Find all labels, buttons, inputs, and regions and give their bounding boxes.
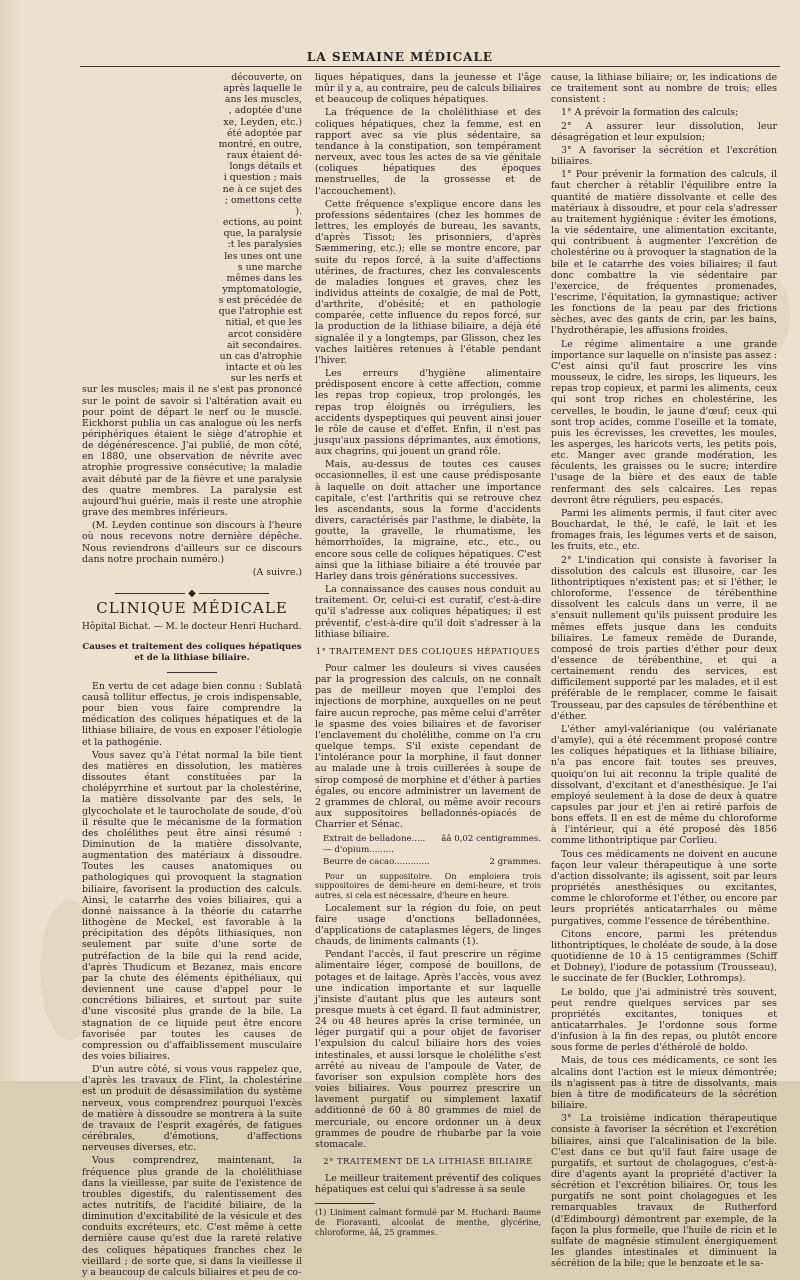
divider-line (199, 593, 269, 594)
footnote: (1) Liniment calmant formulé par M. Huchard: Baume de Fioravanti, alcoolat de menthe, glycérine, chloroforme, ââ, 25 grammes. (315, 1208, 541, 1237)
list-item: 2° A assurer leur dissolution, leur désagrégation et leur expulsion; (551, 120, 777, 143)
fragment-line: découverte, on (231, 72, 302, 83)
paragraph: liques hépatiques, dans la jeunesse et l'âge mûr il y a, au contraire, peu de calculs biliaires et beaucoup de coliques hépatiques. (315, 72, 541, 106)
running-head: LA SEMAINE MÉDICALE (306, 50, 494, 64)
formula-row (323, 857, 541, 868)
fragment-line: ans les muscles, (224, 94, 302, 106)
article-subtitle: Causes et traitement des coliques hépatiques et de la lithiase biliaire. (82, 641, 302, 663)
column-1 (82, 72, 302, 1280)
paragraph: (M. Leyden continue son discours à l'heure où nous recevons notre dernière dépêche. Nous reviendrons d'ailleurs sur ce discours dans notre prochain numéro.) (82, 520, 302, 565)
fragment-line: raux étaient dé- (226, 150, 302, 162)
paragraph: Le meilleur traitement préventif des coliques hépatiques est celui qui s'adresse à sa seule (315, 1173, 541, 1196)
paragraph: Localement sur la région du foie, on peut faire usage d'onctions belladonnées, d'applications de cataplasmes légers, de linges chauds, de liniments calmants (1). (315, 902, 541, 948)
paragraph: Le boldo, que j'ai administré très souvent, peut rendre quelques services par ses propriétés excitantes, toniques et anticatarrhales. Je l'ordonne sous forme d'infusion à la fin des repas, ou plutôt encore sous forme de perles d'éthérolé de boldo. (551, 986, 777, 1054)
section-title: CLINIQUE MÉDICALE (96, 599, 288, 618)
fragment-line: les unes ont une (224, 250, 302, 262)
a-suivre-note: (A suivre.) (252, 566, 302, 578)
column-2 (315, 72, 541, 1239)
fragment-line: sur les nerfs et (230, 373, 302, 385)
prescription-formula (323, 834, 541, 867)
fragment-line: été adoptée par (227, 127, 302, 139)
fragment-line: , adoptée d'une (228, 105, 302, 117)
paragraph: 2° L'indication qui consiste à favoriser la dissolution des calculs est illusoire, car les lithontriptiques n'existent pas; et si l'éther, le chloroforme, l'essence de térébenthine dissolvent les calculs dans un verre, il ne s'ensuit nullement qu'ils puissent produire les mêmes effets jusque dans les conduits biliaires. Le fameux remède de Durande, composé de trois parties d'éther pour deux d'essence de térébenthine, et qui a certainement rendu des services, est difficilement supporté par les malades, et il est préférable de le remplacer, comme le faisait Trousseau, par des capsules de térébenthine et d'éther. (551, 554, 777, 722)
fragment-line: après laquelle le (223, 83, 302, 95)
paragraph: sur les muscles; mais il ne s'est pas prononcé sur le point de savoir si l'altération avait eu pour point de départ le nerf ou le muscle. Eickhorst publia un cas analogue où les nerfs périphériques étaient le siège d'atrophie et de dégénérescence. J'ai publié, de mon côté, en 1880, une observation de névrite avec atrophie progressive consécutive; la maladie avait débuté par de la fièvre et une paralysie des quatre membres. La paralysie est aujourd'hui guérie, mais il reste une atrophie grave des membres inférieurs. (82, 384, 302, 519)
formula-ingredient: Extrait de belladone..... (323, 834, 426, 845)
paragraph: Pour calmer les douleurs si vives causées par la progression des calculs, on ne connaît pas de meilleur moyen que l'emploi des injections de morphine, auxquelles on ne peut faire aucun reproche, pas même celui d'arrêter le spasme des voies biliaires et de favoriser l'enclavement du cholélithe, comme on l'a cru quelque temps. S'il existe cependant de l'intolérance pour la morphine, il faut donner au malade une à trois cuillerées à soupe de sirop composé de morphine et d'éther à parties égales, ou encore administrer un lavement de 2 grammes de chloral, ou même avoir recours aux suppositoires belladonnés-opiacés de Charrier et Sénac. (315, 662, 541, 831)
section-divider (82, 588, 302, 599)
fragment-line: i question ; mais (223, 172, 302, 184)
fragment-line: ymptomatologie, (222, 283, 302, 295)
fragment-line: montré, en outre, (218, 138, 302, 150)
fragment-line: s est précédée de (218, 295, 302, 307)
list-item: 3° A favoriser la sécrétion et l'excrétion biliaires. (551, 144, 777, 168)
footnote-rule (315, 1203, 375, 1204)
fragment-line: ne à ce sujet des (222, 183, 302, 195)
formula-dose: 2 grammes. (489, 856, 541, 867)
header-rule (80, 66, 780, 67)
paragraph: 1° Pour prévenir la formation des calculs, il faut chercher à rétablir l'équilibre entre la quantité de matière dissolvante et celle des matériaux à dissoudre, et pour cela s'adresser au traitement hygiénique : éviter les émotions, la vie sédentaire, une alimentation excitante, qui contribuent à augmenter l'excrétion de cholestérine ou à provoquer la stagnation de la bile et le catarrhe des voies biliaires; il faut donc combattre la vie sédentaire par l'exercice, de fréquentes promenades, l'escrime, l'équitation, la gymnastique; activer les fonctions de la peau par des frictions sèches, avec des gants de crin, par les bains, l'hydrothérapie, les affusions froides. (551, 169, 777, 337)
formula-dose: ââ 0,02 centigrammes. (441, 834, 541, 845)
fragment-line: :t les paralysies (227, 239, 302, 251)
fragment-line: mêmes dans les (226, 272, 302, 284)
paragraph: La fréquence de la cholélithiase et des coliques hépatiques, chez la femme, est en rapport avec sa vie plus sédentaire, sa tendance à la constipation, son tempérament nerveux, avec tous les actes de sa vie génitale (coliques hépatiques des époques menstruelles, de la grossesse et de l'accouchement). (315, 107, 541, 197)
fragment-line: intacte et où les (225, 362, 302, 374)
paragraph: Pendant l'accès, il faut prescrire un régime alimentaire léger, composé de bouillons, de potages et de laitage. Après l'accès, vous avez une indication importante et sur laquelle j'insiste d'autant plus que les auteurs sont presque muets à cet égard. Il faut administrer, 24 ou 48 heures après la crise terminée, un léger purgatif qui a pour objet de favoriser l'expulsion du calcul biliaire hors des voies intestinales, et aussi lorsque le cholélithe s'est arrêté au niveau de l'ampoule de Vater, de favoriser son expulsion complète hors des voies biliaires. Vous pourrez prescrire un lavement purgatif ou simplement laxatif additionné de 60 à 80 grammes de miel de mercuriale, ou encore ordonner un à deux grammes de poudre de rhubarbe par la voie stomacale. (315, 949, 541, 1150)
fragment-line: s une marche (237, 261, 302, 273)
subsection-heading: 2° TRAITEMENT DE LA LITHIASE BILIAIRE (323, 1156, 533, 1166)
paragraph: Le régime alimentaire a une grande importance sur laquelle on n'insiste pas assez : C'est ainsi qu'il faut proscrire les vins mousseux, le cidre, les sirops, les liqueurs, les repas trop copieux, et parmi les aliments, ceux qui sont trop riches en cholestérine, les cervelles, le boudin, le jaune d'œuf; ceux qui sont trop acides, comme l'oseille et la tomate, puis les écrevisses, les crevettes, les moules, les asperges, les haricots verts, les petits pois, etc. Manger avec grande modération, les féculents, les graisses ou le sucre; interdire l'usage de la bière et des eaux de table renfermant des sels calcaires. Les repas devront être réguliers, peu espacés. (551, 338, 777, 506)
paragraph: Tous ces médicaments ne doivent en aucune façon leur valeur thérapeutique à une sorte d'action dissolvante; ils agissent, soit par leurs propriétés anesthésiques ou excitantes, comme le chloroforme et l'éther, ou encore par leurs propriétés anticatarrhales ou même purgatives, comme l'essence de térébenthine. (551, 848, 777, 927)
fragment-line: un cas d'atrophie (219, 350, 302, 362)
divider-line (115, 593, 185, 594)
paragraph: D'un autre côté, si vous vous rappelez que, d'après les travaux de Flint, la cholestérine est un produit de désassimilation du système nerveux, vous comprendrez pourquoi l'excès de matière à dissoudre se montrera à la suite de travaux de l'esprit exagérés, de fatigues cérébrales, d'émotions, d'affections nerveuses diverses, etc. (82, 1064, 302, 1154)
fragment-line: xe, Leyden, etc.) (223, 116, 302, 128)
byline: Hôpital Bichat. — M. le docteur Henri Huchard. (82, 622, 302, 633)
formula-note: Pour un suppositoire. On emploiera trois suppositoires de demi-heure en demi-heure, et trois autres, si cela est nécessaire, d'heure en heure. (315, 871, 541, 900)
fragment-line: longs détails et (229, 161, 302, 173)
paragraph: L'éther amyl-valérianique (ou valérianate d'amyle), qui a été récemment proposé contre les coliques hépatiques et la lithiase biliaire, n'a pas encore fait toutes ses preuves, quoiqu'on lui ait reconnu la triple qualité de dissolvant, d'excitant et d'anesthésique. Je l'ai employé seulement à la dose de deux à quatre capsules par jour et j'en ai retiré parfois de bons effets. Il en est de même du chloroforme à l'intérieur, qui a été proposé dès 1856 comme lithontriptique par Corlieu. (551, 723, 777, 847)
paragraph: La connaissance des causes nous conduit au traitement. Or, celui-ci est curatif, c'est-à-dire qu'il s'adresse aux coliques hépatiques; il est préventif, c'est-à-dire qu'il doit s'adresser à la lithiase biliaire. (315, 584, 541, 640)
paragraph: Cette fréquence s'explique encore dans les professions sédentaires (chez les hommes de lettres, les employés de bureau, les savants, d'après Tissot; les prisonniers, d'après Sæmmering, etc.); elle se montre encore, par suite du repos forcé, à la suite d'affections utérines, de fractures, chez les convalescents de maladies longues et graves, chez les individus atteints de coxalgie, de mal de Pott, d'arthrite, d'obésité; et en pathologie comparée, cette influence du repos forcé, sur la production de la lithiase biliaire, a déjà été signalée il y a longtemps, par Glisson, chez les vaches laitières retenues à l'étable pendant l'hiver. (315, 198, 541, 366)
fragment-line: ait secondaires. (226, 339, 302, 351)
list-item: 1° A prévoir la formation des calculs; (561, 107, 739, 119)
paragraph: Vous savez qu'à l'état normal la bile tient des matières en dissolution, les matières dissoutes étant constituées par la cholépyrrhine et surtout par la cholestérine, la matière dissolvante par des sels, le glycocholate et le taurocholate de soude, d'où il résulte que le mécanisme de la formation des cholélithes peut être ainsi résumé : Diminution de la matière dissolvante, augmentation des matériaux à dissoudre. Toutes les causes anatomiques ou pathologiques qui provoquent la stagnation biliaire, favorisent la production des calculs. Ainsi, le catarrhe des voies biliaires, qui a donné naissance à la théorie du catarrhe lithogène de Meckel, est favorable à la précipitation des dépôts lithiasiques, non seulement par suite d'une sorte de putréfaction de la bile qui la rend acide, d'après Thudicum et Bezanez, mais encore par la chute des éléments épithéliaux, qui deviennent une cause d'appel pour le concrétions biliaires, et surtout par suite d'une viscosité plus grande de la bile. La stagnation de ce liquide peut être encore favorisée par toutes les causes de compression ou d'affaiblissement musculaire des voies biliaires. (82, 749, 302, 1062)
formula-ingredient: — d'opium......... (323, 845, 394, 856)
formula-ingredient: Beurre de cacao............. (323, 856, 430, 867)
formula-row (323, 834, 541, 845)
fragment-line: que l'atrophie est (218, 306, 302, 318)
paragraph: Mais, au-dessus de toutes ces causes occasionnelles, il est une cause prédisposante à laquelle on doit attacher une importance capitale, c'est l'arthritis qui se retrouve chez les ascendants, sous la forme d'accidents divers, caractérisés par l'asthme, le diabète, la goutte, la gravelle, le rhumatisme, les hémorrhoïdes, la migraine, etc., etc., ou encore sous celle de coliques hépatiques. C'est ainsi que la lithiase biliaire a été trouvée par Harley dans trois générations successives. (315, 459, 541, 582)
paragraph: Les erreurs d'hygiène alimentaire prédisposent encore à cette affection, comme les repas trop copieux, trop prolongés, les repas trop éloignés ou irréguliers, les accidents dyspeptiques qui peuvent ainsi jouer le rôle de cause et d'effet. Enfin, il n'est pas jusqu'aux passions déprimantes, aux émotions, aux chagrins, qui jouent un grand rôle. (315, 368, 541, 458)
divider-ornament: ◆ (188, 588, 196, 600)
subsection-heading: 1° TRAITEMENT DES COLIQUES HÉPATIQUES (315, 645, 541, 656)
cropped-text-fragment (82, 72, 302, 384)
formula-row (323, 845, 541, 856)
paragraph: En vertu de cet adage bien connu : Sublatâ causâ tollitur effectus, je crois indispensable, pour bien vous faire comprendre la médication des coliques hépatiques et de la lithiase biliaire, de vous en exposer l'étiologie et la pathogénie. (82, 680, 302, 748)
fragment-line: que, la paralysie (223, 228, 302, 240)
fragment-line: ; omettons cette (224, 194, 302, 206)
subtitle-rule (167, 672, 217, 673)
fragment-line: ). (295, 205, 302, 217)
fragment-line: nitial, et que les (225, 317, 302, 329)
paragraph: Citons encore, parmi les prétendus lithontriptiques, le choléate de soude, à la dose quotidienne de 10 à 15 centigrammes (Schiff et Dobney), l'iodure de potassium (Trousseau), le succinate de fer (Buckler, Lothromps). (551, 928, 777, 985)
paragraph: 3° La troisième indication thérapeutique consiste à favoriser la sécrétion et l'excrétion biliaires, ainsi que l'alcalinisation de la bile. C'est dans ce but qu'il faut faire usage de purgatifs, et surtout de cholagogues, c'est-à-dire d'agents ayant la propriété d'activer la sécrétion et l'excrétion biliaires. Or, tous les purgatifs ne sont point cholagogues et les remarquables travaux de Rutherford (d'Edimbourg) démontrent par exemple, de la façon la plus formelle, que l'huile de ricin et le sulfate de magnésie stimulent énergiquement les glandes intestinales et diminuent la sécrétion de la bile; que le benzoate et le sa- (551, 1113, 777, 1270)
paragraph: Parmi les aliments permis, il faut citer avec Bouchardat, le thé, le café, le lait et les fromages frais, les légumes verts et de saison, les fruits, etc., etc. (551, 507, 777, 553)
paragraph: cause, la lithiase biliaire; or, les indications de ce traitement sont au nombre de trois; elles consistent : (551, 72, 777, 106)
paragraph: Vous comprendrez, maintenant, la fréquence plus grande de la cholélithiase dans la vieillesse, par suite de l'existence de troubles digestifs, du ralentissement des actes nutritifs, de l'acidité biliaire, de la diminution d'excitabilité de la vésicule et des conduits excréteurs, etc. C'est même à cette dernière cause qu'est due la rareté relative des coliques hépatiques franches chez le vieillard ; de sorte que, si dans la vieillesse il y a beaucoup de calculs biliaires et peu de co- (82, 1155, 302, 1278)
fragment-line: ections, au point (222, 217, 302, 229)
column-3 (551, 72, 777, 1271)
paragraph: Mais, de tous ces médicaments, ce sont les alcalins dont l'action est le mieux démontrée; ils n'agissent pas à titre de dissolvants, mais bien à titre de modificateurs de la sécrétion biliaire. (551, 1055, 777, 1112)
fragment-line: arcot considère (227, 328, 302, 340)
